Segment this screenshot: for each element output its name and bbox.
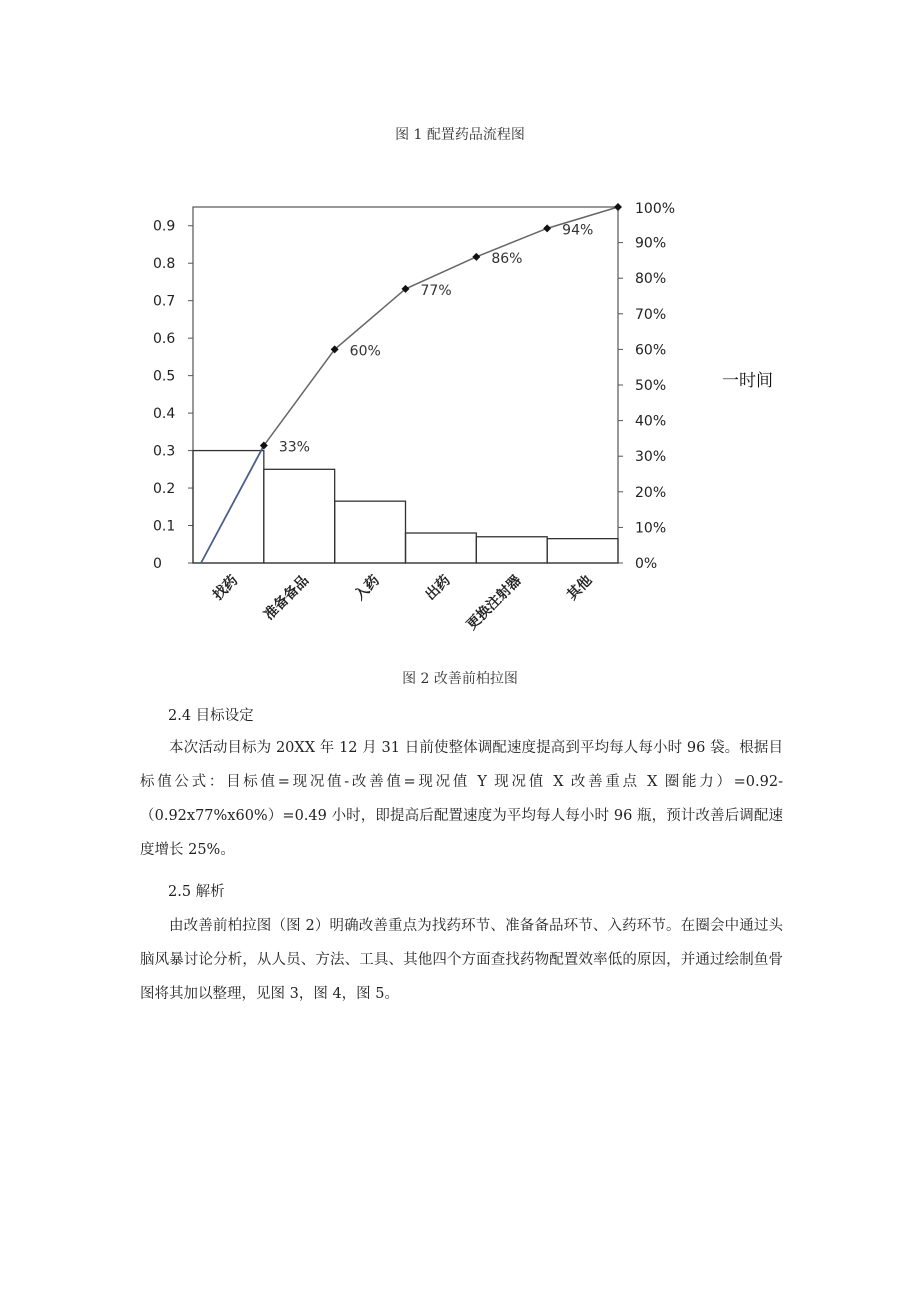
y-left-tick-label: 0.7 [153, 293, 176, 310]
cumulative-data-label: 100% [635, 201, 676, 217]
y-right-tick-label: 70% [635, 306, 667, 323]
cumulative-marker [472, 253, 480, 261]
bar-1 [193, 451, 264, 563]
pareto-chart [140, 190, 700, 660]
section-2-5-heading: 2.5 解析 [168, 884, 225, 900]
pareto-chart-svg [140, 190, 700, 660]
category-label: 准备备品 [261, 572, 313, 624]
y-right-tick-label: 60% [635, 342, 667, 359]
section-2-5-paragraph: 由改善前柏拉图（图 2）明确改善重点为找药环节、准备备品环节、入药环节。在圈会中通过头脑风暴讨论分析，从人员、方法、工具、其他四个方面查找药物配置效率低的原因，并通过绘制鱼骨图将其加以整理，见图 3，图 4，图 5。 [140, 918, 783, 1002]
y-right-tick-label: 50% [635, 378, 667, 394]
bar-5 [476, 537, 547, 563]
cumulative-data-label: 77% [420, 282, 452, 299]
cumulative-data-label: 33% [278, 439, 310, 456]
y-right-tick-label: 0% [635, 556, 658, 572]
figure-1-caption: 图 1 配置药品流程图 [395, 127, 525, 143]
y-left-tick-label: 0.3 [153, 443, 176, 460]
y-left-tick-label: 0.2 [153, 481, 176, 498]
side-label: 一时间 [722, 371, 773, 391]
category-label: 入药 [351, 572, 383, 604]
bar-4 [406, 533, 477, 563]
y-right-tick-label: 40% [635, 413, 667, 430]
figure-2-caption: 图 2 改善前柏拉图 [402, 671, 518, 687]
y-right-tick-label: 20% [635, 484, 667, 501]
y-left-tick-label: 0.6 [153, 331, 176, 348]
section-2-4-heading: 2.4 目标设定 [168, 708, 254, 724]
y-left-tick-label: 0.1 [153, 518, 176, 535]
y-right-tick-label: 10% [635, 520, 667, 537]
y-left-tick-label: 0.9 [153, 218, 176, 235]
category-label: 其他 [564, 572, 596, 604]
cumulative-marker [543, 224, 551, 232]
category-label: 更换注射器 [463, 572, 525, 634]
category-label: 找药 [210, 572, 242, 604]
bar-3 [335, 501, 406, 563]
bar-6 [547, 539, 618, 563]
cumulative-line-start [201, 446, 264, 563]
cumulative-data-label: 60% [349, 343, 381, 360]
cumulative-data-label: 86% [491, 250, 523, 267]
y-left-tick-label: 0.4 [153, 406, 176, 423]
y-left-tick-label: 0.5 [153, 368, 176, 385]
y-right-tick-label: 30% [635, 449, 667, 466]
category-label: 出药 [422, 572, 454, 604]
y-right-tick-label: 80% [635, 271, 667, 288]
section-2-4-paragraph: 本次活动目标为 20XX 年 12 月 31 日前使整体调配速度提高到平均每人每小时 96 袋。根据目标值公式：目标值=现况值-改善值=现况值 Y 现况值 X 改善重点 X 圈能力）=0.92-（0.92x77%x60%）=0.49 小时，即提高后配置速度为平均每人每小时 96 瓶，预计改善后调配速度增长 25%。 [140, 740, 783, 858]
cumulative-line [264, 207, 618, 446]
cumulative-data-label: 94% [562, 222, 594, 239]
y-left-tick-label: 0 [153, 556, 162, 572]
bar-2 [264, 469, 335, 563]
y-left-tick-label: 0.8 [153, 256, 176, 273]
cumulative-marker [614, 203, 622, 211]
y-right-tick-label: 90% [635, 235, 667, 252]
